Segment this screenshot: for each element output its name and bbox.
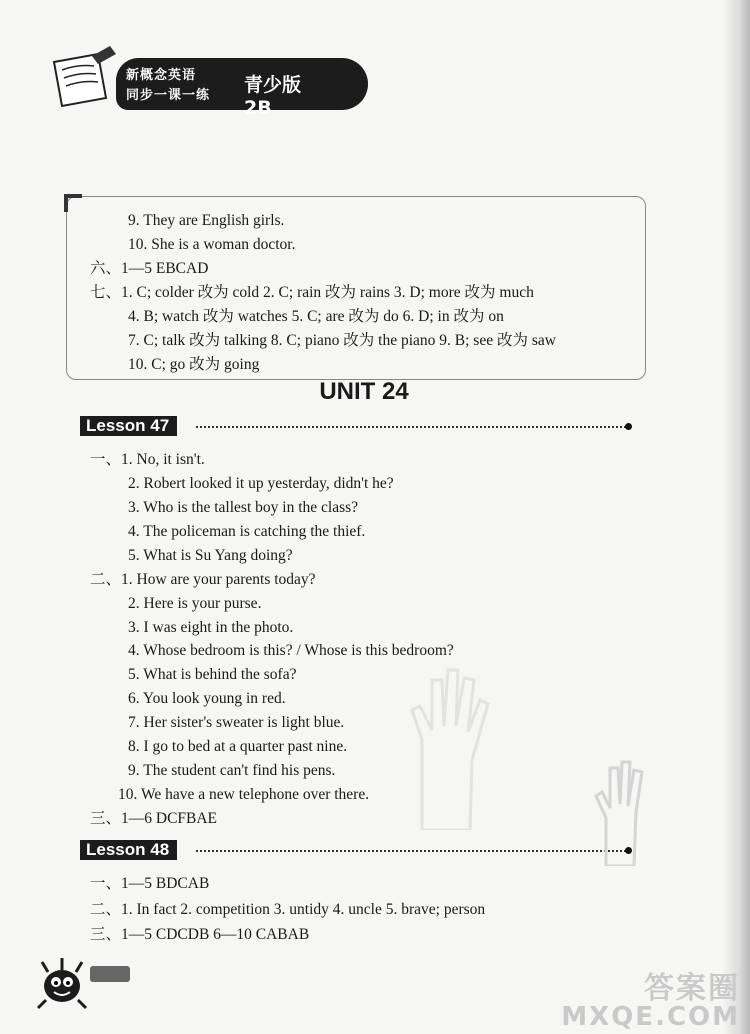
- answer-line: 一、1. No, it isn't.: [90, 451, 205, 468]
- answer-line: 9. The student can't find his pens.: [128, 762, 336, 779]
- watermark-title: 答案圈: [644, 971, 740, 1006]
- answer-line: 8. I go to bed at a quarter past nine.: [128, 738, 348, 755]
- page-number-tab: [90, 966, 130, 982]
- watermark-url: MXQE.COM: [561, 1002, 740, 1032]
- paper-pencil-icon: [48, 46, 118, 112]
- answer-line: 7. Her sister's sweater is light blue.: [128, 714, 345, 731]
- answer-line: 4. The policeman is catching the thief.: [128, 523, 366, 540]
- page-edge-shadow: [722, 0, 750, 1034]
- answer-line: 3. I was eight in the photo.: [128, 619, 294, 636]
- panel-corner-mark: [64, 194, 82, 212]
- answer-line: 10. C; go 改为 going: [128, 356, 260, 373]
- site-watermark: [561, 971, 740, 1032]
- answer-line: 4. B; watch 改为 watches 5. C; are 改为 do 6. D; in 改为 on: [128, 308, 504, 325]
- lesson-48-label: Lesson 48: [80, 840, 177, 860]
- lesson-47-header: [80, 416, 632, 436]
- series-subtitle: 同步一课一练: [126, 88, 211, 103]
- answer-line: 7. C; talk 改为 talking 8. C; piano 改为 the piano 9. B; see 改为 saw: [128, 332, 556, 349]
- answer-line: 2. Robert looked it up yesterday, didn't he?: [128, 475, 394, 492]
- dotted-rule: [196, 426, 626, 428]
- answer-line: 9. They are English girls.: [128, 212, 285, 229]
- faint-hand-icon: [392, 650, 502, 830]
- answer-line: 6. You look young in red.: [128, 690, 286, 707]
- answer-line: 10. She is a woman doctor.: [128, 236, 296, 253]
- answer-line: 4. Whose bedroom is this? / Whose is this bedroom?: [128, 642, 454, 659]
- unit-title: UNIT 24: [319, 378, 409, 405]
- answer-line: 3. Who is the tallest boy in the class?: [128, 499, 359, 516]
- answer-line: 10. We have a new telephone over there.: [118, 786, 370, 803]
- mascot-creature-icon: [32, 952, 92, 1012]
- answer-line: 六、1—5 EBCAD: [90, 260, 209, 277]
- answer-line: 二、1. In fact 2. competition 3. untidy 4. uncle 5. brave; person: [90, 901, 486, 918]
- faint-hand-icon: [588, 756, 648, 866]
- answer-line: 三、1—6 DCFBAE: [90, 810, 218, 827]
- answer-line: 七、1. C; colder 改为 cold 2. C; rain 改为 rains 3. D; more 改为 much: [90, 284, 534, 301]
- rule-end-dot: [625, 423, 632, 430]
- lesson-47-label: Lesson 47: [80, 416, 177, 436]
- book-header: [48, 40, 328, 120]
- answer-line: 三、1—5 CDCDB 6—10 CABAB: [90, 926, 310, 943]
- answer-line: 二、1. How are your parents today?: [90, 571, 316, 588]
- answer-line: 5. What is Su Yang doing?: [128, 547, 293, 564]
- lesson-48-header: [80, 840, 632, 860]
- answer-line: 一、1—5 BDCAB: [90, 875, 210, 892]
- dotted-rule: [196, 850, 626, 852]
- edition-label: 青少版2B: [244, 74, 302, 119]
- answer-line: 5. What is behind the sofa?: [128, 666, 297, 683]
- series-title: 新概念英语: [126, 68, 197, 83]
- answer-line: 2. Here is your purse.: [128, 595, 262, 612]
